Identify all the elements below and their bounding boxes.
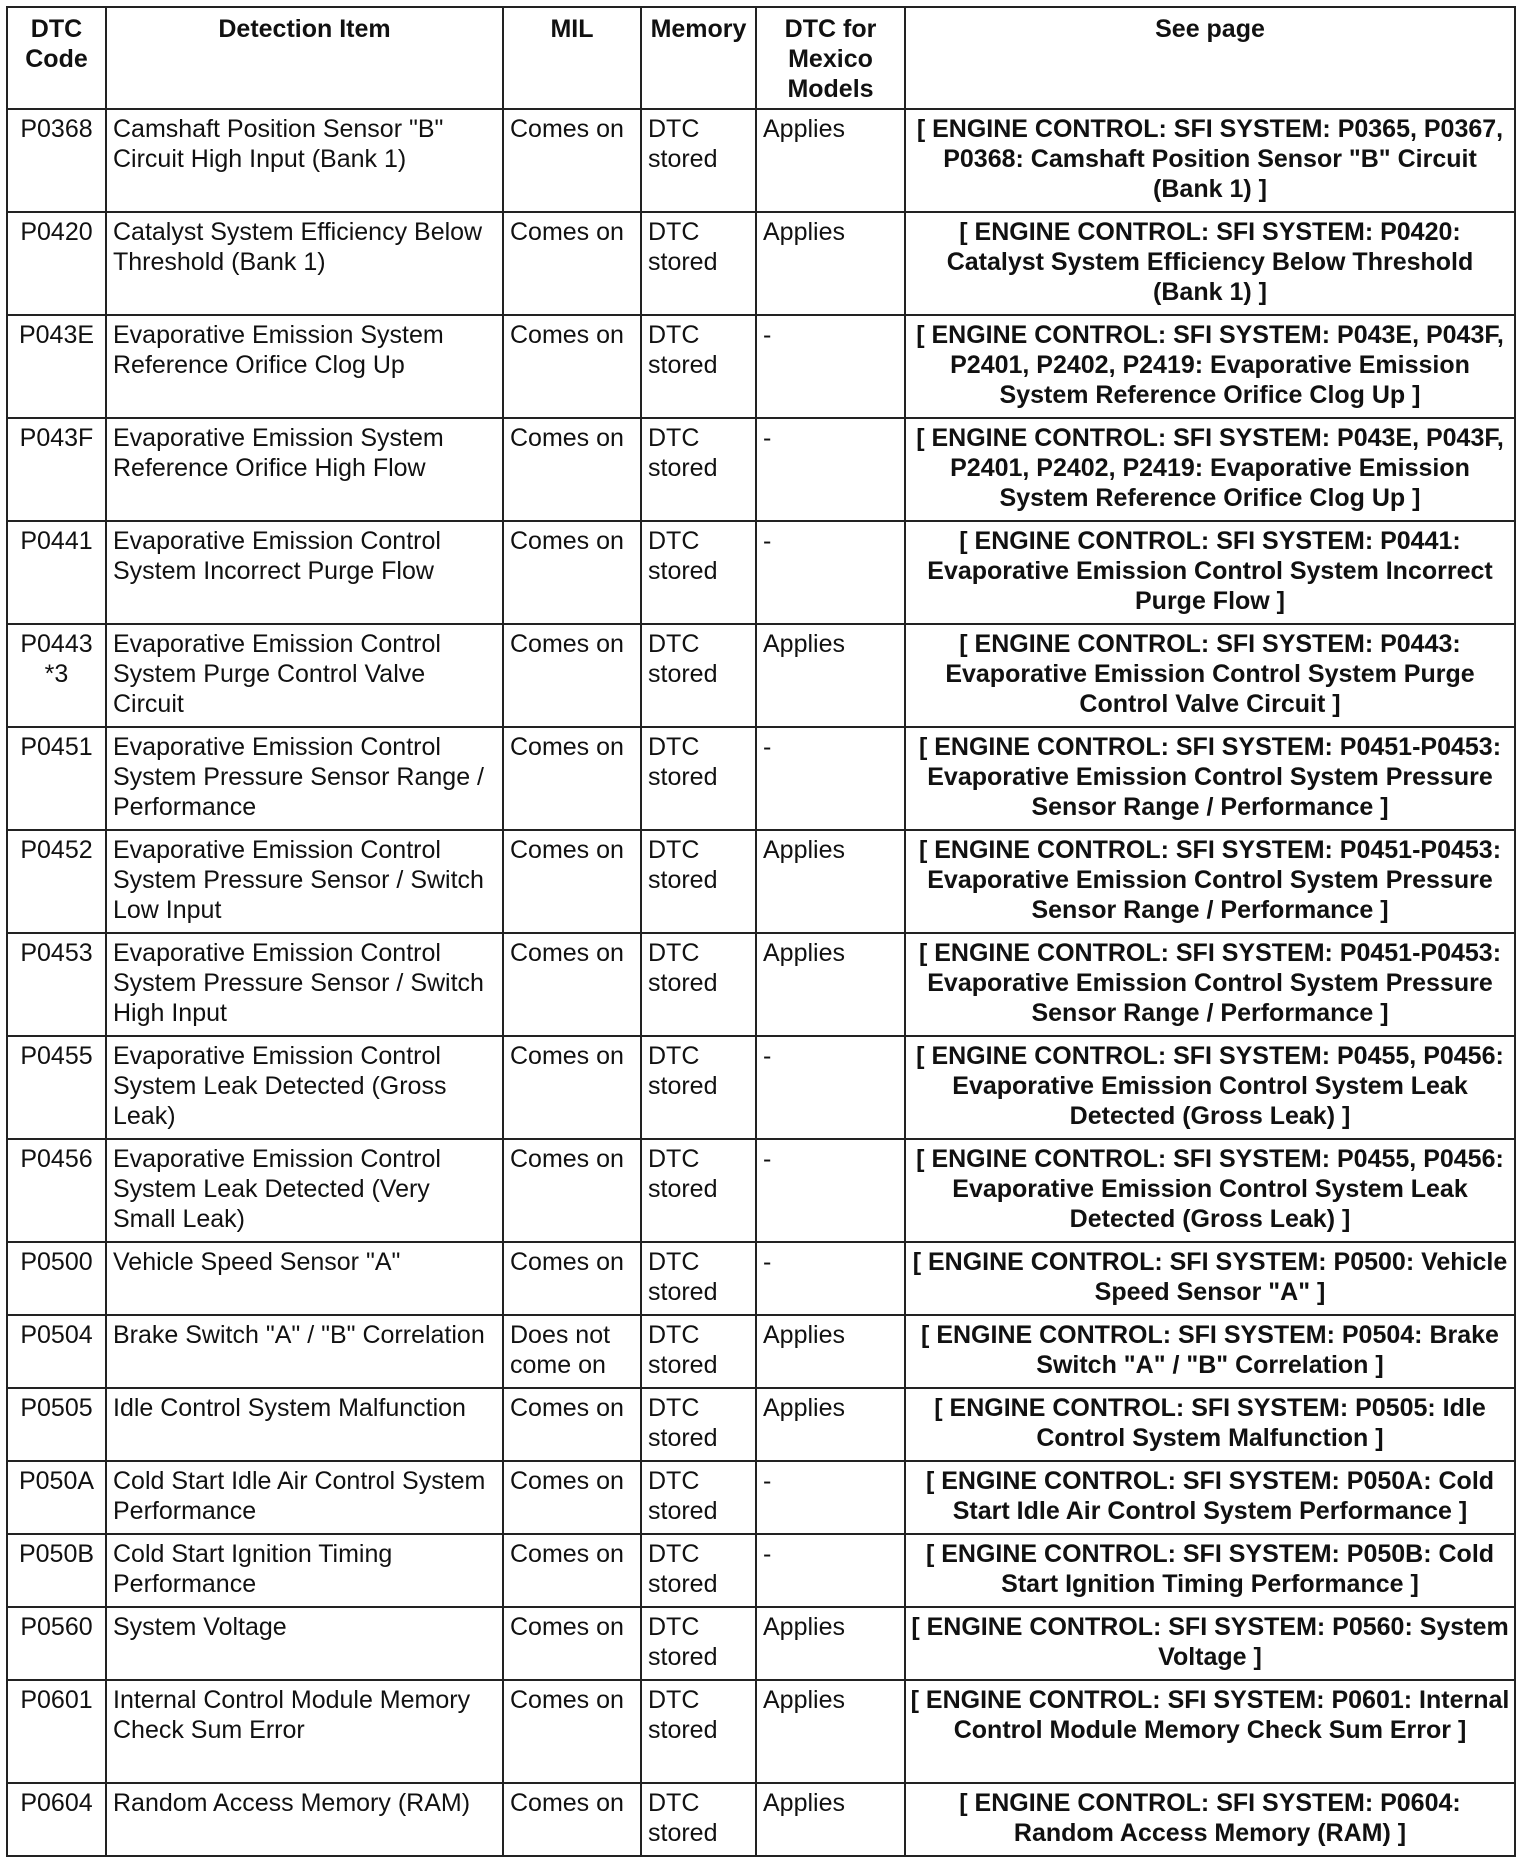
cell-memory: DTC stored [641, 1534, 756, 1607]
cell-detection-item: Evaporative Emission Control System Pressure Sensor Range / Performance [106, 727, 503, 830]
cell-detection-item: Evaporative Emission Control System Leak Detected (Gross Leak) [106, 1036, 503, 1139]
cell-mexico: - [756, 315, 905, 418]
cell-mil: Comes on [503, 1388, 641, 1461]
cell-dtc-code [7, 624, 106, 727]
cell-mil: Comes on [503, 521, 641, 624]
cell-see-page: [ ENGINE CONTROL: SFI SYSTEM: P050B: Cold Start Ignition Timing Performance ] [905, 1534, 1515, 1607]
cell-dtc-code [7, 1461, 106, 1534]
cell-detection-item: Internal Control Module Memory Check Sum Error [106, 1680, 503, 1783]
cell-see-page: [ ENGINE CONTROL: SFI SYSTEM: P0455, P0456: Evaporative Emission Control System Leak Detected (Gross Leak) ] [905, 1036, 1515, 1139]
cell-mexico: - [756, 521, 905, 624]
cell-see-page: [ ENGINE CONTROL: SFI SYSTEM: P0441: Evaporative Emission Control System Incorrect Purge Flow ] [905, 521, 1515, 624]
cell-see-page: [ ENGINE CONTROL: SFI SYSTEM: P0604: Random Access Memory (RAM) ] [905, 1783, 1515, 1856]
header-memory: Memory [641, 7, 756, 109]
cell-detection-item: Catalyst System Efficiency Below Threshold (Bank 1) [106, 212, 503, 315]
dtc-code: P043F [19, 424, 94, 452]
cell-mexico: Applies [756, 624, 905, 727]
cell-detection-item: Vehicle Speed Sensor "A" [106, 1242, 503, 1315]
cell-see-page: [ ENGINE CONTROL: SFI SYSTEM: P0451-P0453: Evaporative Emission Control System Pressure Sensor Range / Performance ] [905, 727, 1515, 830]
cell-dtc-code [7, 1036, 106, 1139]
cell-see-page: [ ENGINE CONTROL: SFI SYSTEM: P0365, P0367, P0368: Camshaft Position Sensor "B" Circuit (Bank 1) ] [905, 109, 1515, 212]
dtc-code: P0452 [20, 836, 93, 864]
cell-mil: Comes on [503, 315, 641, 418]
dtc-code: P0500 [20, 1248, 93, 1276]
table-row [7, 830, 1515, 933]
cell-see-page: [ ENGINE CONTROL: SFI SYSTEM: P0451-P0453: Evaporative Emission Control System Pressure Sensor Range / Performance ] [905, 933, 1515, 1036]
cell-mil: Comes on [503, 1534, 641, 1607]
dtc-code: P0601 [20, 1686, 93, 1714]
cell-mil: Comes on [503, 1680, 641, 1783]
table-row [7, 109, 1515, 212]
table-row [7, 1607, 1515, 1680]
table-row [7, 521, 1515, 624]
table-row [7, 1461, 1515, 1534]
cell-memory: DTC stored [641, 1388, 756, 1461]
cell-mil: Comes on [503, 933, 641, 1036]
cell-dtc-code [7, 109, 106, 212]
cell-memory: DTC stored [641, 727, 756, 830]
dtc-code: P050B [18, 1540, 95, 1568]
cell-see-page: [ ENGINE CONTROL: SFI SYSTEM: P0601: Internal Control Module Memory Check Sum Error ] [905, 1680, 1515, 1783]
cell-memory: DTC stored [641, 1680, 756, 1783]
cell-mil: Comes on [503, 1242, 641, 1315]
cell-dtc-code [7, 1680, 106, 1783]
cell-memory: DTC stored [641, 1315, 756, 1388]
cell-memory: DTC stored [641, 418, 756, 521]
cell-mil: Comes on [503, 1607, 641, 1680]
cell-mil: Comes on [503, 212, 641, 315]
cell-detection-item: Evaporative Emission Control System Pressure Sensor / Switch High Input [106, 933, 503, 1036]
cell-mil: Comes on [503, 1139, 641, 1242]
cell-detection-item: Idle Control System Malfunction [106, 1388, 503, 1461]
cell-dtc-code [7, 212, 106, 315]
cell-dtc-code [7, 1315, 106, 1388]
dtc-code: P0504 [20, 1321, 93, 1349]
table-row [7, 418, 1515, 521]
dtc-code: P0451 [20, 733, 93, 761]
cell-mil: Comes on [503, 624, 641, 727]
table-row [7, 315, 1515, 418]
header-dtc-code: DTC Code [7, 7, 106, 109]
cell-see-page: [ ENGINE CONTROL: SFI SYSTEM: P0443: Evaporative Emission Control System Purge Control Valve Circuit ] [905, 624, 1515, 727]
cell-mil: Does not come on [503, 1315, 641, 1388]
cell-mil: Comes on [503, 1036, 641, 1139]
cell-mil: Comes on [503, 109, 641, 212]
cell-dtc-code [7, 830, 106, 933]
cell-see-page: [ ENGINE CONTROL: SFI SYSTEM: P0505: Idle Control System Malfunction ] [905, 1388, 1515, 1461]
cell-mexico: Applies [756, 830, 905, 933]
cell-dtc-code [7, 521, 106, 624]
dtc-code: P050A [18, 1467, 95, 1495]
cell-mexico: - [756, 1036, 905, 1139]
cell-mexico: Applies [756, 1388, 905, 1461]
dtc-code: P0505 [20, 1394, 93, 1422]
cell-dtc-code [7, 1534, 106, 1607]
cell-detection-item: Evaporative Emission System Reference Orifice High Flow [106, 418, 503, 521]
dtc-code: P0441 [20, 527, 93, 555]
table-row [7, 1388, 1515, 1461]
cell-see-page: [ ENGINE CONTROL: SFI SYSTEM: P0500: Vehicle Speed Sensor "A" ] [905, 1242, 1515, 1315]
cell-memory: DTC stored [641, 933, 756, 1036]
cell-memory: DTC stored [641, 1242, 756, 1315]
cell-detection-item: Cold Start Ignition Timing Performance [106, 1534, 503, 1607]
cell-mil: Comes on [503, 1783, 641, 1856]
cell-memory: DTC stored [641, 1461, 756, 1534]
dtc-code: P0368 [20, 115, 93, 143]
header-detection-item: Detection Item [106, 7, 503, 109]
cell-memory: DTC stored [641, 830, 756, 933]
cell-mexico: Applies [756, 1783, 905, 1856]
cell-mil: Comes on [503, 727, 641, 830]
dtc-code: P0604 [20, 1789, 93, 1817]
cell-memory: DTC stored [641, 521, 756, 624]
table-row [7, 727, 1515, 830]
table-row [7, 1036, 1515, 1139]
dtc-code: P0456 [20, 1145, 93, 1173]
cell-see-page: [ ENGINE CONTROL: SFI SYSTEM: P0504: Brake Switch "A" / "B" Correlation ] [905, 1315, 1515, 1388]
cell-dtc-code [7, 1783, 106, 1856]
dtc-code: P0455 [20, 1042, 93, 1070]
cell-dtc-code [7, 1388, 106, 1461]
cell-mexico: - [756, 1461, 905, 1534]
cell-detection-item: Evaporative Emission Control System Pressure Sensor / Switch Low Input [106, 830, 503, 933]
cell-see-page: [ ENGINE CONTROL: SFI SYSTEM: P043E, P043F, P2401, P2402, P2419: Evaporative Emission System Reference Orifice Clog Up ] [905, 418, 1515, 521]
dtc-code: P043E [18, 321, 95, 349]
cell-mexico: Applies [756, 1680, 905, 1783]
dtc-note: *3 [44, 660, 69, 688]
cell-mexico: - [756, 1534, 905, 1607]
table-row [7, 1680, 1515, 1783]
cell-mexico: - [756, 727, 905, 830]
cell-dtc-code [7, 1139, 106, 1242]
cell-detection-item: Camshaft Position Sensor "B" Circuit High Input (Bank 1) [106, 109, 503, 212]
cell-mexico: Applies [756, 933, 905, 1036]
cell-detection-item: Random Access Memory (RAM) [106, 1783, 503, 1856]
header-see-page: See page [905, 7, 1515, 109]
cell-memory: DTC stored [641, 624, 756, 727]
cell-memory: DTC stored [641, 1139, 756, 1242]
cell-memory: DTC stored [641, 1783, 756, 1856]
cell-memory: DTC stored [641, 212, 756, 315]
table-header-row [7, 7, 1515, 109]
cell-see-page: [ ENGINE CONTROL: SFI SYSTEM: P0420: Catalyst System Efficiency Below Threshold (Bank 1) ] [905, 212, 1515, 315]
cell-mil: Comes on [503, 1461, 641, 1534]
cell-mexico: Applies [756, 1607, 905, 1680]
table-row [7, 624, 1515, 727]
cell-dtc-code [7, 1607, 106, 1680]
cell-memory: DTC stored [641, 1607, 756, 1680]
cell-dtc-code [7, 933, 106, 1036]
cell-detection-item: Evaporative Emission Control System Leak Detected (Very Small Leak) [106, 1139, 503, 1242]
cell-mexico: - [756, 1139, 905, 1242]
cell-dtc-code [7, 727, 106, 830]
cell-detection-item: Cold Start Idle Air Control System Performance [106, 1461, 503, 1534]
table-row [7, 1242, 1515, 1315]
cell-memory: DTC stored [641, 109, 756, 212]
dtc-table [6, 6, 1516, 1857]
table-row [7, 1534, 1515, 1607]
table-row [7, 1783, 1515, 1856]
dtc-code: P0443 [20, 630, 93, 658]
cell-see-page: [ ENGINE CONTROL: SFI SYSTEM: P0455, P0456: Evaporative Emission Control System Leak Detected (Gross Leak) ] [905, 1139, 1515, 1242]
cell-mexico: Applies [756, 1315, 905, 1388]
cell-dtc-code [7, 418, 106, 521]
cell-mexico: - [756, 418, 905, 521]
cell-detection-item: Evaporative Emission Control System Incorrect Purge Flow [106, 521, 503, 624]
cell-mil: Comes on [503, 418, 641, 521]
cell-detection-item: Evaporative Emission System Reference Orifice Clog Up [106, 315, 503, 418]
cell-see-page: [ ENGINE CONTROL: SFI SYSTEM: P043E, P043F, P2401, P2402, P2419: Evaporative Emission System Reference Orifice Clog Up ] [905, 315, 1515, 418]
cell-dtc-code [7, 1242, 106, 1315]
dtc-code: P0420 [20, 218, 93, 246]
cell-mil: Comes on [503, 830, 641, 933]
cell-detection-item: System Voltage [106, 1607, 503, 1680]
dtc-code: P0560 [20, 1613, 93, 1641]
table-row [7, 1315, 1515, 1388]
dtc-code: P0453 [20, 939, 93, 967]
cell-memory: DTC stored [641, 315, 756, 418]
cell-see-page: [ ENGINE CONTROL: SFI SYSTEM: P0560: System Voltage ] [905, 1607, 1515, 1680]
cell-mexico: Applies [756, 212, 905, 315]
table-row [7, 212, 1515, 315]
cell-mexico: - [756, 1242, 905, 1315]
cell-see-page: [ ENGINE CONTROL: SFI SYSTEM: P050A: Cold Start Idle Air Control System Performance ] [905, 1461, 1515, 1534]
cell-detection-item: Evaporative Emission Control System Purge Control Valve Circuit [106, 624, 503, 727]
header-mil: MIL [503, 7, 641, 109]
cell-detection-item: Brake Switch "A" / "B" Correlation [106, 1315, 503, 1388]
table-row [7, 933, 1515, 1036]
table-row [7, 1139, 1515, 1242]
cell-dtc-code [7, 315, 106, 418]
header-mexico-models: DTC for Mexico Models [756, 7, 905, 109]
cell-mexico: Applies [756, 109, 905, 212]
cell-see-page: [ ENGINE CONTROL: SFI SYSTEM: P0451-P0453: Evaporative Emission Control System Pressure Sensor Range / Performance ] [905, 830, 1515, 933]
cell-memory: DTC stored [641, 1036, 756, 1139]
